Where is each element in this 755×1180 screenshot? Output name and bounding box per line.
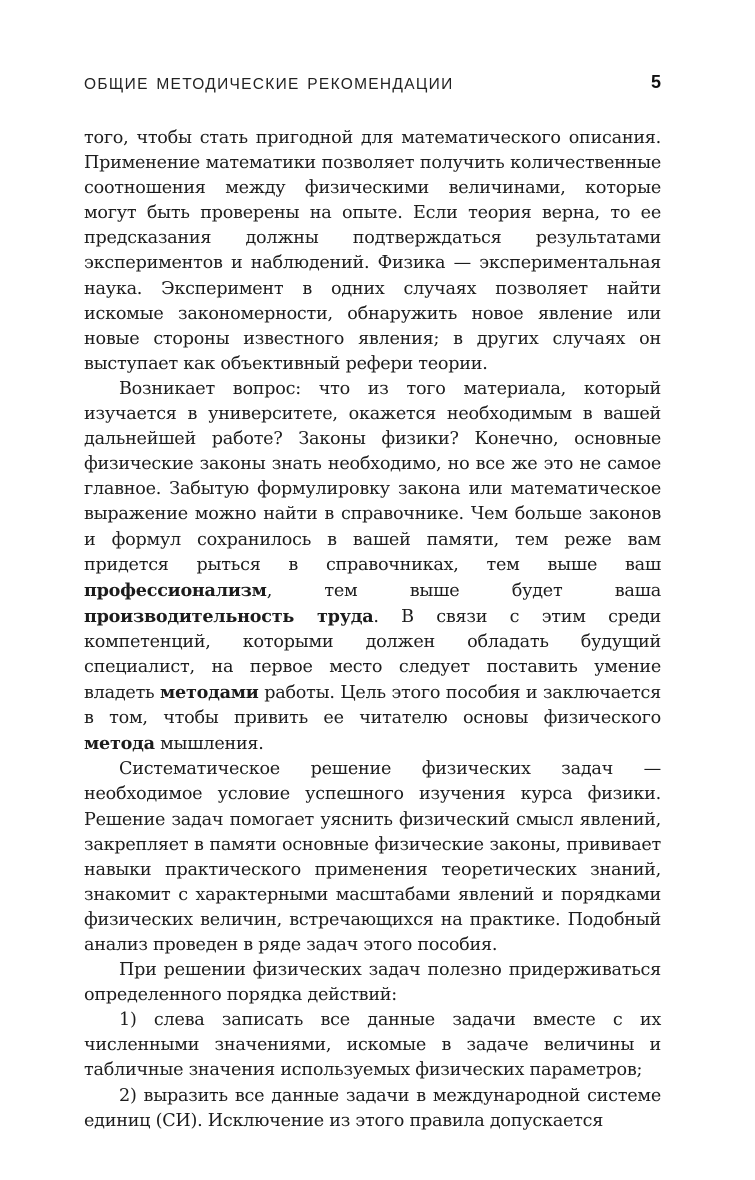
paragraph-1: того, чтобы стать пригодной для математического описания. Применение математики позволяет получить количественные соотношения между физическими величинами, которые могут быть проверены на опыте. Если теория верна, то ее предсказания должны подтверждаться результатами экспериментов и наблюдений. Физика — экспериментальная наука. Эксперимент в одних случаях позволяет найти искомые закономерности, обнаружить новое явление или новые стороны известного явления; в других случаях он выступает как объективный рефери теории. (84, 128, 661, 374)
bold-term-professionalism: профессионализм (84, 579, 267, 601)
list-item-2: 2) выразить все данные задачи в международной системе единиц (СИ). Исключение из этого правила допускается (84, 1085, 661, 1131)
paragraph-2-text-4: работы. Цель этого пособия и заключается в том, чтобы привить ее читателю основы физического (84, 683, 661, 729)
paragraph-2 (84, 377, 661, 757)
body-text (84, 126, 661, 1134)
running-title: ОБЩИЕ МЕТОДИЧЕСКИЕ РЕКОМЕНДАЦИИ (84, 76, 454, 93)
paragraph-4: При решении физических задач полезно придерживаться определенного порядка действий: (84, 960, 661, 1006)
running-header (84, 72, 661, 98)
page-number: 5 (650, 72, 661, 92)
bold-term-method: метода (84, 733, 155, 755)
paragraph-3: Систематическое решение физических задач — необходимое условие успешного изучения курса физики. Решение задач помогает уяснить физический смысл явлений, закрепляет в памяти основные физические законы, прививает навыки практического применения теоретических знаний, знакомит с характерными масштабами явлений и порядками физических величин, встречающихся на практике. Подобный анализ проведен в ряде задач этого пособия. (84, 759, 661, 955)
bold-term-productivity: производительность труда (84, 605, 374, 627)
paragraph-2-text-2: , тем выше будет ваша (266, 580, 661, 601)
paragraph-2-text-5: мышления. (154, 734, 264, 755)
list-item-1: 1) слева записать все данные задачи вместе с их численными значениями, искомые в задаче величины и табличные значения используемых физических параметров; (84, 1010, 661, 1081)
paragraph-2-text-1: Возникает вопрос: что из того материала, который изучается в университете, окажется необходимым в вашей дальнейшей работе? Законы физики? Конечно, основные физические законы знать необходимо, но все же это не самое главное. Забытую формулировку закона или математическое выражение можно найти в справочнике. Чем больше законов и формул сохранилось в вашей памяти, тем реже вам придется рыться в справочниках, тем выше ваш (84, 378, 661, 575)
bold-term-methods: методами (160, 682, 259, 704)
paragraph-2-text-3: . В связи с этим среди компетенций, которыми должен обладать будущий специалист, на первое место следует поставить умение владеть (84, 606, 661, 704)
